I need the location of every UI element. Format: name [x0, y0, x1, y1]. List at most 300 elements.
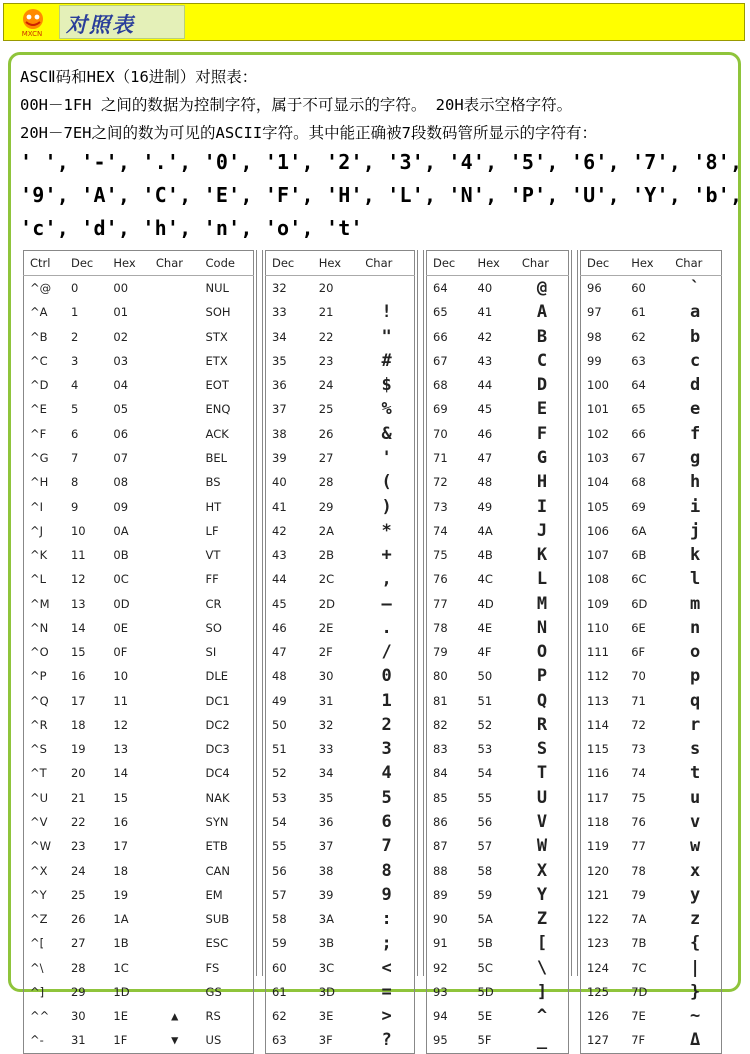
- table-cell: ^-: [30, 1033, 44, 1048]
- char-cell: u: [690, 787, 701, 808]
- table-row: [581, 494, 722, 518]
- table-cell: 76: [631, 814, 646, 829]
- table-cell: ^G: [30, 450, 49, 465]
- table-cell: 44: [477, 378, 493, 393]
- table-cell: EM: [205, 887, 223, 902]
- table-row: [24, 373, 254, 397]
- table-cell: 95: [433, 1033, 448, 1048]
- table-cell: 24: [318, 378, 334, 393]
- table-cell: 83: [433, 742, 448, 757]
- table-row: [581, 931, 722, 955]
- table-row: [24, 494, 254, 518]
- char-cell: $: [381, 375, 392, 396]
- table-cell: 00: [113, 281, 129, 296]
- char-cell: k: [690, 545, 701, 566]
- char-cell: D: [536, 375, 548, 396]
- table-cell: EOT: [205, 378, 229, 393]
- table-cell: 66: [631, 426, 646, 441]
- table-row: [427, 640, 569, 664]
- table-row: [24, 446, 254, 470]
- table-cell: ^A: [30, 305, 48, 320]
- ascii-tables: [23, 250, 723, 1051]
- table-row: [24, 980, 254, 1004]
- char-cell: [150, 737, 200, 761]
- char-cell: [150, 567, 200, 591]
- char-cell: [150, 640, 200, 664]
- table-cell: ^B: [30, 329, 48, 344]
- table-cell: HT: [205, 499, 222, 514]
- table-cell: 102: [587, 426, 609, 441]
- table-cell: 03: [113, 353, 129, 368]
- char-cell: [359, 276, 414, 301]
- char-cell: [150, 858, 200, 882]
- table-cell: 78: [433, 620, 448, 635]
- table-cell: ETB: [205, 839, 228, 854]
- table-cell: 32: [318, 717, 334, 732]
- table-cell: 120: [587, 863, 609, 878]
- table-cell: 5C: [477, 960, 493, 975]
- table-row: [24, 519, 254, 543]
- table-row: [427, 591, 569, 615]
- table-row: [266, 519, 415, 543]
- table-cell: 01: [113, 305, 129, 320]
- char-cell: z: [690, 909, 701, 930]
- char-cell: I: [536, 496, 548, 517]
- table-cell: 111: [587, 645, 609, 660]
- table-row: [266, 494, 415, 518]
- table-cell: 82: [433, 717, 448, 732]
- table-row: [427, 907, 569, 931]
- header-bar: [3, 3, 745, 41]
- table-cell: 62: [631, 329, 646, 344]
- logo-text: MXCN: [21, 30, 43, 38]
- table-cell: ^Q: [30, 693, 49, 708]
- table-cell: 7B: [631, 936, 647, 951]
- table-cell: 5E: [477, 1009, 493, 1024]
- table-cell: 67: [433, 353, 448, 368]
- char-cell: =: [381, 981, 392, 1002]
- column-header: Code: [200, 251, 254, 276]
- table-row: [266, 300, 415, 324]
- table-row: [266, 349, 415, 373]
- table-row: [427, 955, 569, 979]
- table-cell: ESC: [205, 936, 229, 951]
- table-cell: 86: [433, 814, 448, 829]
- table-cell: 71: [631, 693, 646, 708]
- table-cell: 116: [587, 766, 609, 781]
- table-row: [24, 640, 254, 664]
- table-row: [266, 1004, 415, 1028]
- table-cell: 81: [433, 693, 448, 708]
- table-cell: 41: [477, 305, 493, 320]
- table-cell: ^K: [30, 548, 48, 563]
- char-cell: @: [536, 278, 548, 299]
- table-cell: 4: [70, 378, 79, 393]
- char-cell: {: [690, 933, 701, 954]
- char-cell: <: [381, 957, 392, 978]
- char-cell: [150, 955, 200, 979]
- table-cell: 38: [318, 863, 334, 878]
- table-row: [266, 446, 415, 470]
- table-row: [427, 616, 569, 640]
- char-cell: ;: [381, 933, 392, 954]
- char-cell: j: [690, 520, 701, 541]
- char-cell: [150, 907, 200, 931]
- char-cell: f: [690, 423, 701, 444]
- table-cell: CR: [205, 596, 222, 611]
- table-header-row: [266, 251, 415, 276]
- table-cell: 32: [272, 281, 287, 296]
- char-cell: B: [536, 326, 548, 347]
- char-cell: ^: [536, 1006, 548, 1027]
- table-cell: ^I: [30, 499, 44, 514]
- table-row: [581, 543, 722, 567]
- table-row: [266, 276, 415, 301]
- table-cell: 10: [113, 669, 129, 684]
- char-cell: t: [690, 763, 701, 784]
- table-cell: 7F: [631, 1033, 646, 1048]
- table-row: [427, 980, 569, 1004]
- table-cell: 2C: [318, 572, 335, 587]
- table-cell: 121: [587, 887, 609, 902]
- table-row: [581, 276, 722, 301]
- table-cell: 27: [318, 450, 334, 465]
- table-row: [266, 591, 415, 615]
- char-cell: C: [536, 350, 548, 371]
- table-cell: 9: [70, 499, 79, 514]
- table-cell: 42: [477, 329, 493, 344]
- table-row: [581, 786, 722, 810]
- table-row: [427, 494, 569, 518]
- char-cell: Δ: [690, 1030, 701, 1051]
- char-cell: r: [690, 714, 701, 735]
- table-cell: 26: [318, 426, 334, 441]
- table-cell: 20: [318, 281, 334, 296]
- table-cell: 46: [477, 426, 493, 441]
- char-cell: [150, 397, 200, 421]
- table-cell: 63: [631, 353, 646, 368]
- table-cell: 91: [433, 936, 448, 951]
- table-cell: 68: [433, 378, 448, 393]
- table-cell: 107: [587, 548, 609, 563]
- table-row: [24, 955, 254, 979]
- intro-text: ASCⅡ码和HEX（16进制）对照表：: [20, 68, 258, 86]
- table-row: [24, 713, 254, 737]
- char-cell: [150, 689, 200, 713]
- table-cell: BS: [205, 475, 221, 490]
- table-row: [427, 810, 569, 834]
- table-cell: SI: [205, 645, 217, 660]
- table-cell: 73: [433, 499, 448, 514]
- table-cell: 7: [70, 450, 79, 465]
- table-cell: 29: [318, 499, 334, 514]
- table-row: [581, 446, 722, 470]
- table-cell: 124: [587, 960, 609, 975]
- table-cell: 36: [272, 378, 287, 393]
- char-cell: [150, 591, 200, 615]
- table-cell: 61: [272, 984, 287, 999]
- table-cell: 1E: [113, 1009, 128, 1024]
- table-row: [581, 980, 722, 1004]
- table-cell: 4B: [477, 548, 493, 563]
- table-row: [24, 591, 254, 615]
- table-cell: 50: [272, 717, 287, 732]
- ascii-table-control: [23, 250, 254, 1054]
- char-cell: —: [381, 593, 392, 614]
- table-cell: 5D: [477, 984, 494, 999]
- table-cell: 57: [477, 839, 493, 854]
- table-cell: 113: [587, 693, 609, 708]
- table-cell: 6: [70, 426, 79, 441]
- table-cell: ^F: [30, 426, 47, 441]
- table-cell: 48: [272, 669, 287, 684]
- table-cell: 11: [70, 548, 86, 563]
- table-cell: 0E: [113, 620, 128, 635]
- table-cell: 89: [433, 887, 448, 902]
- table-separator: [417, 250, 424, 976]
- char-cell: 5: [381, 787, 392, 808]
- char-cell: [150, 931, 200, 955]
- table-row: [24, 543, 254, 567]
- table-cell: 125: [587, 984, 609, 999]
- ascii-table-64-95: [426, 250, 569, 1054]
- table-cell: 5: [70, 402, 79, 417]
- char-cell: v: [690, 811, 701, 832]
- table-cell: 105: [587, 499, 609, 514]
- char-cell: #: [381, 350, 392, 371]
- table-row: [581, 713, 722, 737]
- table-cell: 56: [477, 814, 493, 829]
- char-cell: R: [536, 714, 548, 735]
- table-row: [266, 931, 415, 955]
- table-cell: NAK: [205, 790, 230, 805]
- table-row: [581, 591, 722, 615]
- table-cell: 02: [113, 329, 129, 344]
- table-row: [24, 276, 254, 301]
- table-cell: 08: [113, 475, 129, 490]
- table-cell: 49: [477, 499, 493, 514]
- table-cell: 55: [477, 790, 493, 805]
- table-cell: 22: [318, 329, 334, 344]
- table-row: [427, 834, 569, 858]
- table-cell: 6C: [631, 572, 647, 587]
- table-cell: ^S: [30, 742, 47, 757]
- table-cell: 13: [113, 742, 129, 757]
- char-cell: [150, 470, 200, 494]
- table-cell: 70: [433, 426, 448, 441]
- char-cell: T: [536, 763, 548, 784]
- table-row: [581, 1028, 722, 1053]
- table-cell: 3: [70, 353, 79, 368]
- char-cell: [150, 883, 200, 907]
- table-cell: 2B: [318, 548, 334, 563]
- table-cell: 45: [272, 596, 287, 611]
- table-row: [266, 664, 415, 688]
- char-cell: >: [381, 1006, 392, 1027]
- table-cell: FF: [205, 572, 219, 587]
- table-cell: 11: [113, 693, 129, 708]
- table-cell: 06: [113, 426, 129, 441]
- table-row: [427, 470, 569, 494]
- table-cell: GS: [205, 984, 222, 999]
- char-cell: `: [690, 278, 701, 299]
- table-cell: 43: [477, 353, 493, 368]
- table-row: [24, 1028, 254, 1053]
- table-row: [581, 737, 722, 761]
- table-row: [427, 300, 569, 324]
- char-cell: 0: [381, 666, 392, 687]
- table-row: [427, 422, 569, 446]
- char-cell: 7: [381, 836, 392, 857]
- table-cell: 5B: [477, 936, 493, 951]
- table-cell: 51: [272, 742, 287, 757]
- char-cell: |: [690, 957, 701, 978]
- table-row: [427, 786, 569, 810]
- table-cell: 109: [587, 596, 609, 611]
- char-cell: 1: [381, 690, 392, 711]
- table-row: [581, 761, 722, 785]
- table-header-row: [427, 251, 569, 276]
- table-cell: 2: [70, 329, 79, 344]
- table-cell: 13: [70, 596, 86, 611]
- table-cell: 7A: [631, 912, 647, 927]
- char-cell: O: [536, 642, 548, 663]
- table-cell: 1D: [113, 984, 130, 999]
- table-cell: ^^: [30, 1009, 50, 1024]
- table-cell: 72: [631, 717, 646, 732]
- table-cell: 27: [70, 936, 86, 951]
- char-cell: ▼: [171, 1033, 179, 1048]
- table-row: [581, 349, 722, 373]
- table-cell: 33: [318, 742, 334, 757]
- table-cell: 64: [433, 281, 448, 296]
- char-cell: /: [381, 642, 392, 663]
- table-cell: 68: [631, 475, 646, 490]
- table-header-row: [24, 251, 254, 276]
- table-cell: 21: [318, 305, 334, 320]
- table-cell: 1: [70, 305, 79, 320]
- table-cell: 66: [433, 329, 448, 344]
- table-cell: CAN: [205, 863, 231, 878]
- table-cell: 05: [113, 402, 129, 417]
- table-row: [266, 955, 415, 979]
- table-cell: 58: [272, 912, 287, 927]
- char-cell: a: [690, 302, 701, 323]
- table-cell: 17: [113, 839, 129, 854]
- ascii-table-96-127: [580, 250, 722, 1054]
- page-title: 对照表: [66, 12, 135, 37]
- char-cell: [150, 761, 200, 785]
- char-cell: [150, 494, 200, 518]
- table-cell: 15: [113, 790, 129, 805]
- table-cell: 114: [587, 717, 609, 732]
- table-cell: 61: [631, 305, 646, 320]
- table-cell: 93: [433, 984, 448, 999]
- table-row: [266, 883, 415, 907]
- visible-chars-note: 20H－7EH之间的数为可见的ASCII字符。其中能正确被7段数码管所显示的字符有：: [20, 124, 597, 142]
- table-cell: 26: [70, 912, 86, 927]
- table-row: [427, 858, 569, 882]
- char-cell: *: [381, 520, 392, 541]
- table-cell: ^T: [30, 766, 47, 781]
- table-cell: 34: [272, 329, 287, 344]
- table-cell: 30: [318, 669, 334, 684]
- char-cell: [150, 300, 200, 324]
- char-cell: :: [381, 909, 392, 930]
- table-cell: 5F: [477, 1033, 492, 1048]
- seven-seg-chars-line-3: 'c', 'd', 'h', 'n', 'o', 't': [20, 216, 363, 240]
- table-row: [266, 810, 415, 834]
- seven-seg-chars-line-1: ' ', '-', '.', '0', '1', '2', '3', '4', '5', '6', '7', '8',: [20, 150, 743, 174]
- table-row: [581, 1004, 722, 1028]
- char-cell: [150, 980, 200, 1004]
- table-row: [266, 470, 415, 494]
- char-cell: 9: [381, 884, 392, 905]
- table-cell: 7D: [631, 984, 648, 999]
- ascii-table-32-63: [265, 250, 415, 1054]
- table-cell: ^O: [30, 645, 49, 660]
- table-cell: RS: [205, 1009, 221, 1024]
- table-cell: 94: [433, 1009, 448, 1024]
- table-row: [581, 883, 722, 907]
- table-cell: 99: [587, 353, 602, 368]
- table-cell: 31: [318, 693, 334, 708]
- table-row: [581, 422, 722, 446]
- table-row: [427, 689, 569, 713]
- table-row: [24, 689, 254, 713]
- table-cell: SO: [205, 620, 222, 635]
- char-cell: [150, 519, 200, 543]
- char-cell: 8: [381, 860, 392, 881]
- char-cell: i: [690, 496, 701, 517]
- table-cell: 24: [70, 863, 86, 878]
- char-cell: [150, 276, 200, 301]
- table-cell: 64: [631, 378, 646, 393]
- char-cell: (: [381, 472, 392, 493]
- table-row: [266, 907, 415, 931]
- table-row: [24, 616, 254, 640]
- table-row: [427, 373, 569, 397]
- char-cell: [150, 373, 200, 397]
- table-cell: ^D: [30, 378, 49, 393]
- table-cell: 2A: [318, 523, 334, 538]
- table-row: [581, 689, 722, 713]
- table-cell: 20: [70, 766, 86, 781]
- table-row: [581, 955, 722, 979]
- table-row: [24, 810, 254, 834]
- table-cell: 97: [587, 305, 602, 320]
- table-cell: 3A: [318, 912, 334, 927]
- table-row: [266, 980, 415, 1004]
- table-row: [266, 616, 415, 640]
- table-cell: 104: [587, 475, 609, 490]
- char-cell: %: [381, 399, 392, 420]
- table-cell: 50: [477, 669, 493, 684]
- char-cell: ': [381, 447, 392, 468]
- table-cell: 4C: [477, 572, 493, 587]
- column-header: Dec: [266, 251, 313, 276]
- table-row: [24, 470, 254, 494]
- table-cell: ^P: [30, 669, 47, 684]
- char-cell: c: [690, 350, 701, 371]
- table-cell: 30: [70, 1009, 86, 1024]
- table-cell: 0: [70, 281, 79, 296]
- table-cell: 4F: [477, 645, 492, 660]
- table-row: [24, 761, 254, 785]
- table-row: [266, 858, 415, 882]
- table-cell: 112: [587, 669, 609, 684]
- table-row: [427, 567, 569, 591]
